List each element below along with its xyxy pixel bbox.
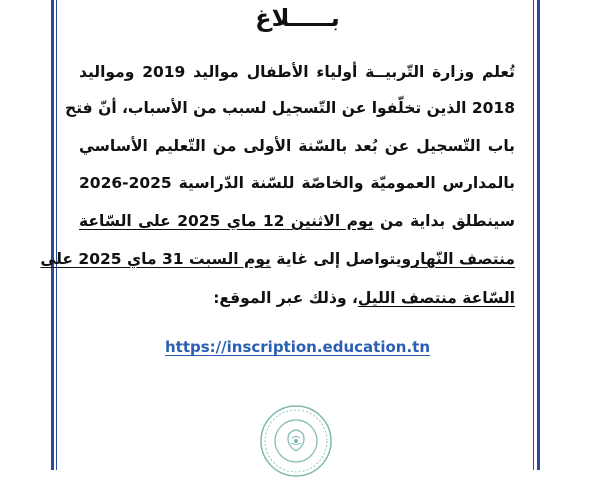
registration-link[interactable]: https://inscription.education.tn [165,338,430,356]
paragraph-line-3: باب التّسجيل عن بُعد بالسّنة الأولى من التّعليم الأساسي [79,137,515,155]
page-border-left [51,0,54,470]
paragraph-line-4: بالمدارس العموميّة والخاصّة للسّنة الدّراسية 2025-2026 [79,174,515,192]
paragraph-line-6 [40,245,515,273]
start-date-text: يوم الاثنين 12 ماي 2025 على السّاعة [79,212,374,230]
end-time-text: السّاعة منتصف الليل [357,289,515,307]
page-border-left-inner [56,0,57,470]
line-6-text: ويتواصل إلى غاية [276,250,412,268]
paragraph-line-2: 2018 الذين تخلّفوا عن التّسجيل لسبب من الأسباب، أنّ فتح [65,99,515,117]
page-border-right-inner [533,0,534,470]
line-7-text: ، وذلك عبر الموقع: [213,289,358,307]
ministry-seal-icon [259,404,333,478]
paragraph-line-7 [79,284,515,312]
line-5-text: سينطلق بداية من [379,212,515,230]
end-date-text: يوم السبت 31 ماي 2025 على [40,250,271,268]
document-title: بـــــلاغ [255,4,340,32]
page-border-right [537,0,540,470]
paragraph-line-1: تُعلم وزارة التّربيــة أولياء الأطفال مواليد 2019 ومواليد [79,63,515,81]
paragraph-line-5 [79,207,515,235]
start-time-text: منتصف النّهار [411,250,515,268]
